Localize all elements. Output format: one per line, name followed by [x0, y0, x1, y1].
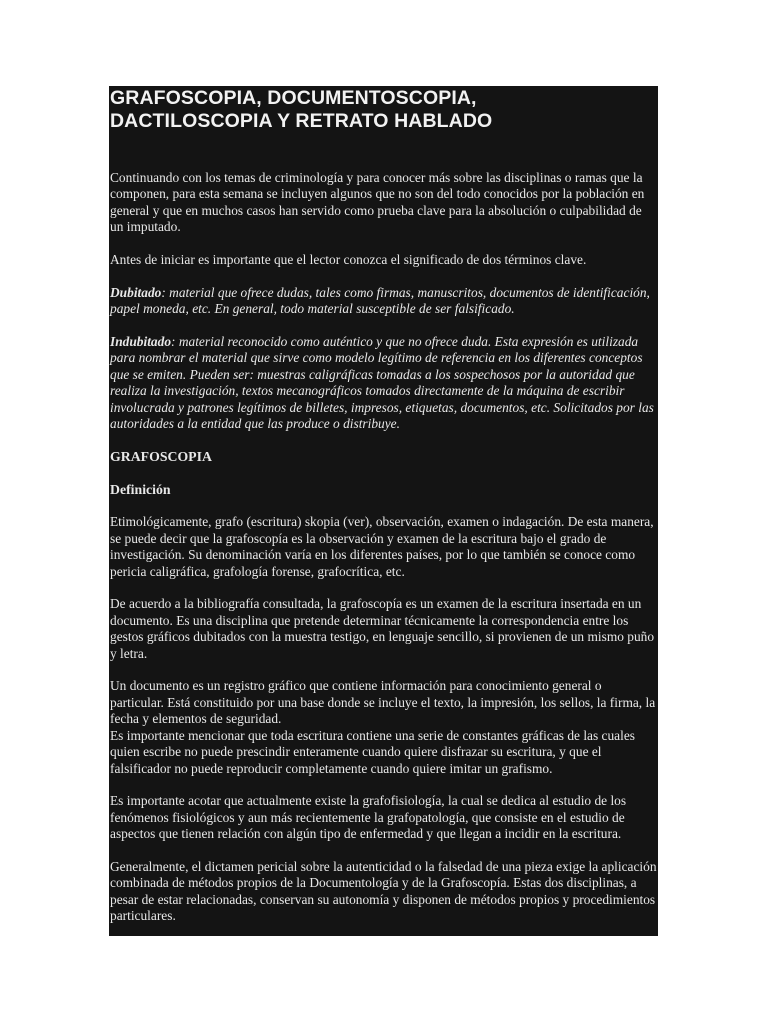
indubitado-term: Indubitado	[110, 334, 172, 350]
intro-paragraph: Continuando con los temas de criminología y para conocer más sobre las disciplinas o ramas que la componen, para esta semana se incluyen algunos que no son del todo conocidos por la población en general y que en muchos casos han servido como prueba clave para la absolución o culpabilidad de un imputado.	[110, 170, 645, 235]
before-terms-paragraph: Antes de iniciar es importante que el lector conozca el significado de dos términos clave.	[110, 252, 587, 268]
indubitado-definition	[110, 334, 658, 432]
section-heading: GRAFOSCOPIA	[110, 448, 212, 464]
indubitado-text: : material reconocido como auténtico y que no ofrece duda. Esta expresión es utilizada para nombrar el material que sirve como modelo legítimo de referencia en los diferentes conceptos que se emiten. Pueden ser: muestras caligráficas tomadas a los sospechosos por la autoridad que realiza la investigación, textos mecanográficos tomados directamente de la máquina de escribir involucrada y patrones legítimos de billetes, impresos, etiquetas, documentos, etc. Solicitados por las autoridades a la entidad que las produce o distribuye.	[110, 334, 654, 432]
paragraph-documento: Un documento es un registro gráfico que contiene información para conocimiento general o particular. Está constituido por una base donde se incluye el texto, la impresión, los sellos, la firma, la fecha y elementos de seguridad.	[110, 678, 656, 727]
paragraph-dictamen: Generalmente, el dictamen pericial sobre la autenticidad o la falsedad de una pieza exige la aplicación combinada de métodos propios de la Documentología y de la Grafoscopía. Estas dos disciplinas, a pesar de estar relacionadas, conservan su autonomía y disponen de métodos propios y procedimientos particulares.	[110, 858, 657, 924]
dubitado-text: : material que ofrece dudas, tales como firmas, manuscritos, documentos de identificación, papel moneda, etc. En general, todo material susceptible de ser falsificado.	[110, 284, 650, 317]
document-panel	[109, 86, 658, 936]
paragraph-etimologia: Etimológicamente, grafo (escritura) skopia (ver), observación, examen o indagación. De esta manera, se puede decir que la grafoscopía es la observación y examen de la escritura bajo el grado de investigación. Su denominación varía en los diferentes países, por lo que también se conoce como pericia caligráfica, grafología forense, grafocrítica, etc.	[110, 514, 654, 579]
paragraph-constantes: Es importante mencionar que toda escritura contiene una serie de constantes gráficas de las cuales quien escribe no puede prescindir enteramente cuando quiere disfrazar su escritura, y que el falsificador no puede reproducir completamente cuando quiere imitar un grafismo.	[110, 727, 635, 776]
document-body	[110, 170, 658, 925]
title-line-1: GRAFOSCOPIA, DOCUMENTOSCOPIA,	[110, 87, 477, 109]
subheading: Definición	[110, 481, 171, 497]
dubitado-term: Dubitado	[110, 284, 162, 300]
paragraph-bibliografia: De acuerdo a la bibliografía consultada, la grafoscopía es un examen de la escritura insertada en un documento. Es una disciplina que pretende determinar técnicamente la correspondencia entre los gestos gráficos dubitados con la muestra testigo, en lenguaje sencillo, si provienen de un mismo puño y letra.	[110, 596, 655, 661]
dubitado-definition	[110, 285, 658, 318]
document-title	[110, 86, 658, 133]
paragraph-grafofisiologia: Es importante acotar que actualmente existe la grafofisiología, la cual se dedica al estudio de los fenómenos fisiológicos y aun más recientemente la grafopatología, que consiste en el estudio de aspectos que tienen relación con algún tipo de enfermedad y que llegan a incidir en la escritura.	[110, 793, 627, 842]
title-line-2: DACTILOSCOPIA Y RETRATO HABLADO	[110, 110, 493, 132]
